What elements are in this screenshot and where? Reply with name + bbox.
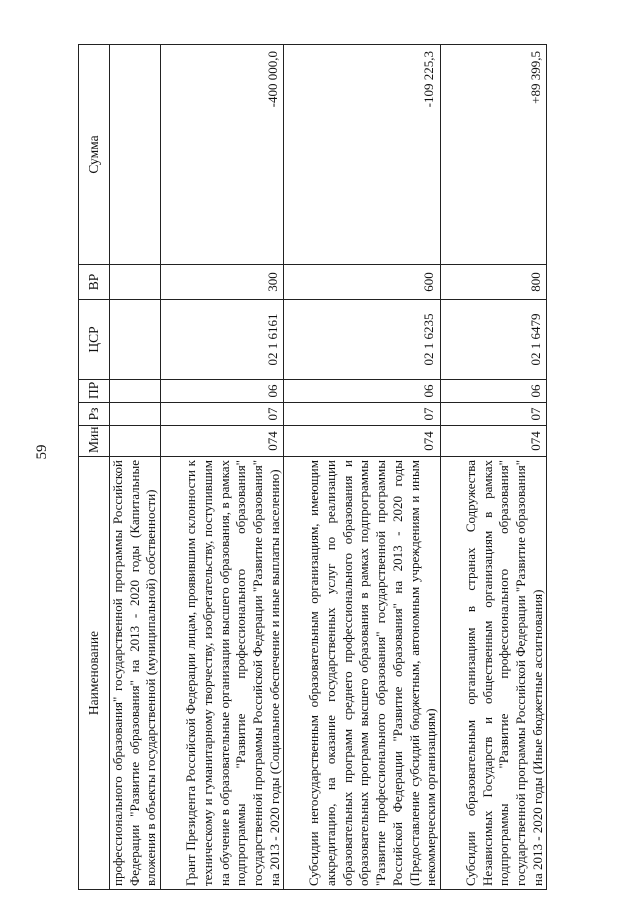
budget-table <box>78 44 547 890</box>
row-vr: 600 <box>284 265 441 300</box>
row-min: 074 <box>440 426 547 457</box>
row-pr <box>110 380 161 403</box>
row-pr: 06 <box>284 380 441 403</box>
table-row <box>110 45 161 890</box>
row-rz: 07 <box>161 403 284 426</box>
row-csr <box>110 300 161 380</box>
row-sum: -109 225,3 <box>284 45 441 265</box>
row-name: Субсидии негосударственным образовательным организациям, имеющим аккредитацию, на оказание государственных услуг по реализации образовательных программ среднего профессионального образования и образовательных программ высшего образования в рамках подпрограммы "Развитие профессионального образования" государственной программы Российской Федерации "Развитие образования" на 2013 - 2020 годы (Предоставление субсидий бюджетным, автономным учреждениям и иным некоммерческим организациям) <box>284 457 441 890</box>
row-csr: 02 1 6161 <box>161 300 284 380</box>
table-row <box>284 45 441 890</box>
row-name: профессионального образования" государственной программы Российской Федерации "Развитие образования" на 2013 - 2020 годы (Капитальные вложения в объекты государственной (муниципальной) собственности) <box>110 457 161 890</box>
row-rz <box>110 403 161 426</box>
row-vr: 300 <box>161 265 284 300</box>
header-vr: ВР <box>79 265 110 300</box>
row-name: Субсидии образовательным организациям в странах Содружества Независимых Государств и общественным организациям в рамках подпрограммы "Развитие профессионального образования" государственной программы Российской Федерации "Развитие образования" на 2013 - 2020 годы (Иные бюджетные ассигнования) <box>440 457 547 890</box>
row-min: 074 <box>161 426 284 457</box>
row-csr: 02 1 6235 <box>284 300 441 380</box>
header-csr: ЦСР <box>79 300 110 380</box>
header-name: Наименование <box>79 457 110 890</box>
header-min: Мин <box>79 426 110 457</box>
header-rz: Рз <box>79 403 110 426</box>
row-sum: -400 000,0 <box>161 45 284 265</box>
header-sum: Сумма <box>79 45 110 265</box>
table-header-row <box>79 45 110 890</box>
row-csr: 02 1 6479 <box>440 300 547 380</box>
row-rz: 07 <box>284 403 441 426</box>
row-name: Грант Президента Российской Федерации лицам, проявившим склонности к техническому и гуманитарному творчеству, изобретательству, поступившим на обучение в образовательные организации высшего образования, в рамках подпрограммы "Развитие профессионального образования" государственной программы Российской Федерации "Развитие образования" на 2013 - 2020 годы (Социальное обеспечение и иные выплаты населению) <box>161 457 284 890</box>
row-vr <box>110 265 161 300</box>
table-row <box>440 45 547 890</box>
page-number: 59 <box>34 444 50 460</box>
row-pr: 06 <box>440 380 547 403</box>
header-pr: ПР <box>79 380 110 403</box>
table-row <box>161 45 284 890</box>
row-min: 074 <box>284 426 441 457</box>
row-pr: 06 <box>161 380 284 403</box>
row-rz: 07 <box>440 403 547 426</box>
row-vr: 800 <box>440 265 547 300</box>
row-sum: +89 399,5 <box>440 45 547 265</box>
row-min <box>110 426 161 457</box>
row-sum <box>110 45 161 265</box>
